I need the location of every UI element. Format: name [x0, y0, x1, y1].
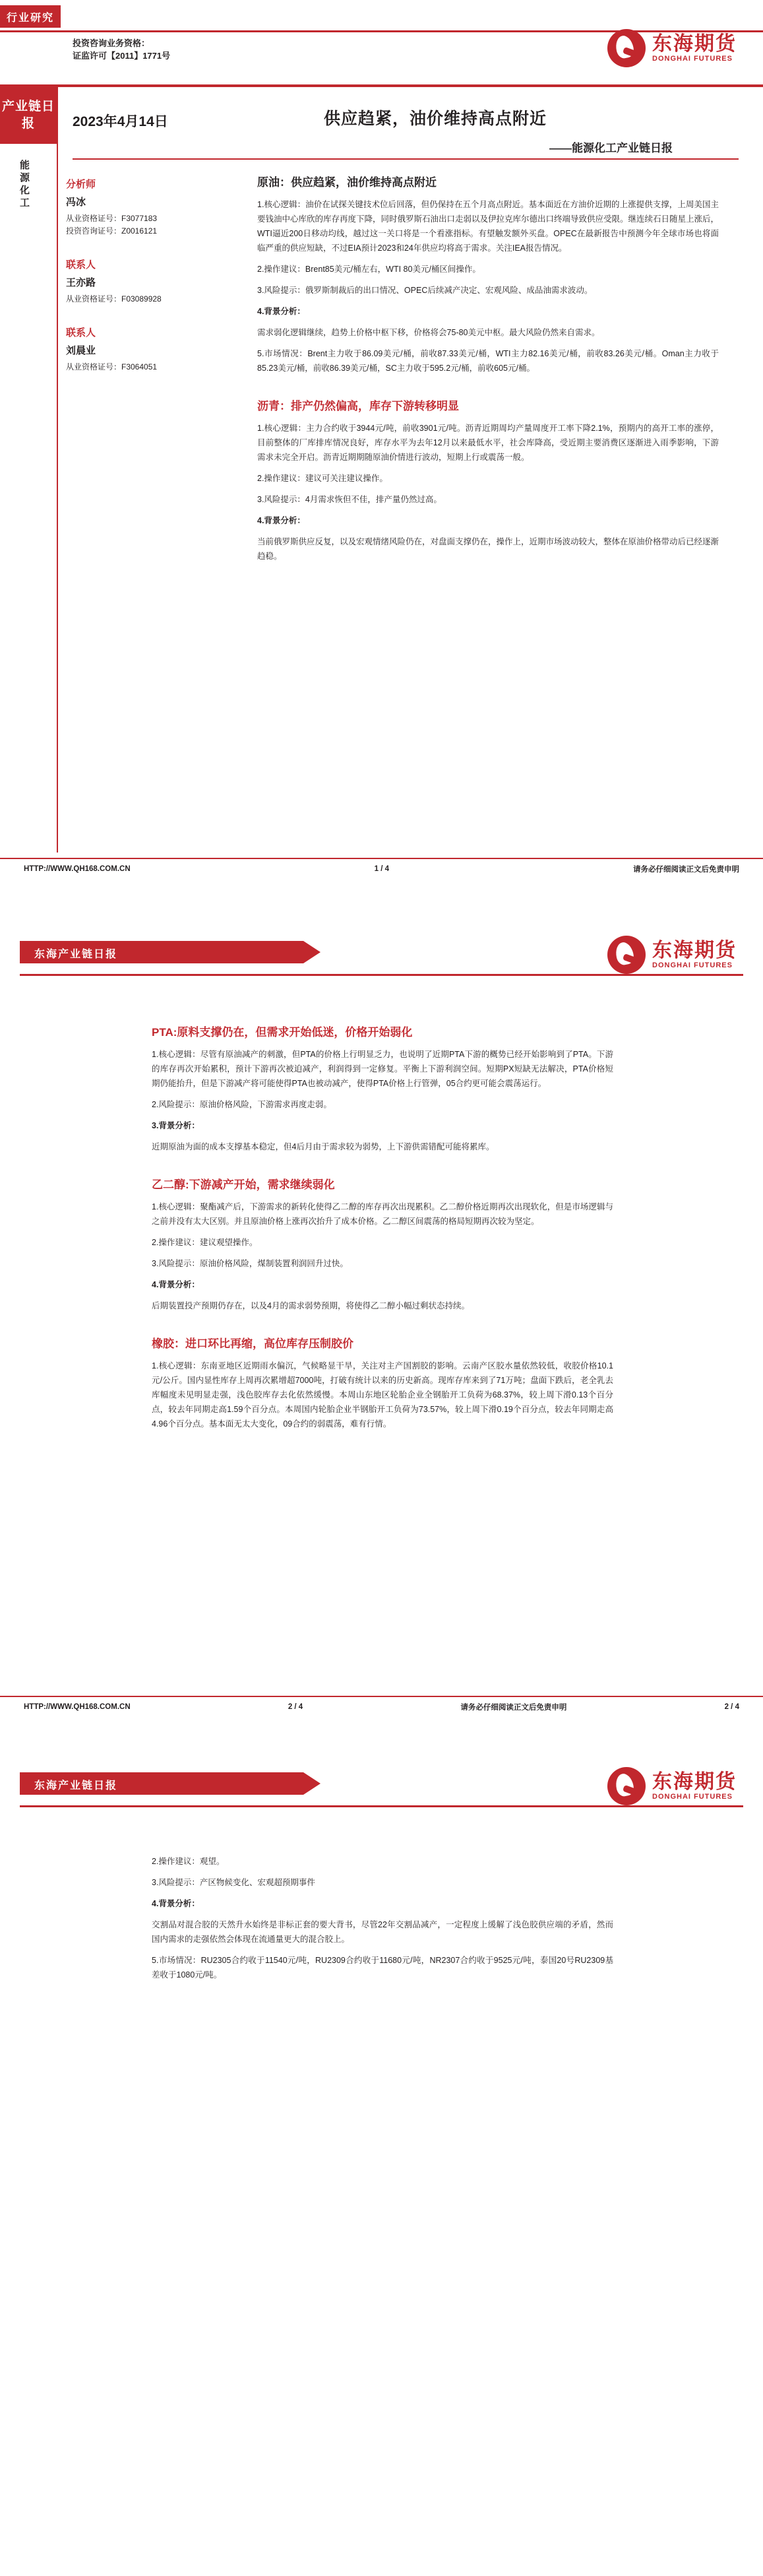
banner-title: 东海产业链日报 — [34, 949, 118, 960]
analyst-block — [66, 325, 198, 373]
footer-disclaimer: 请务必仔细阅读正文后免责申明 — [633, 866, 739, 874]
banner-arrow-icon — [303, 1772, 320, 1795]
paragraph: 4.背景分析： — [152, 1899, 200, 1908]
analyst-role: 联系人 — [66, 259, 96, 271]
page-title: 供应趋紧，油价维持高点附近 — [323, 110, 547, 128]
analyst-list — [66, 177, 198, 393]
brand-logo — [607, 1767, 737, 1805]
rail-tab-label: 产业链日报 — [0, 87, 57, 144]
footer-url[interactable]: HTTP://WWW.QH168.COM.CN — [24, 1703, 131, 1711]
brand-name-cn: 东海期货 — [652, 33, 737, 55]
paragraph: 需求弱化逻辑继续，趋势上价格中枢下移，价格将会75-80美元中枢。最大风险仍然来自需求。 — [257, 328, 600, 337]
banner-bar — [20, 941, 303, 963]
paragraph: 2.风险提示：原油价格风险，下游需求再度走弱。 — [152, 1100, 332, 1109]
brand-name-cn: 东海期货 — [652, 1771, 737, 1793]
paragraph: 1.核心逻辑：东南亚地区近期雨水偏沉，气候略显干旱，关注对主产国割胶的影响。云南产区胶水量依然较低，收胶价格10.1元/公斤。国内显性库存上周再次累增超7000吨，打破有统计以来的历史新高。现库存库来到了71万吨；盘面下跌后，老全乳去库幅度未见明显走强，浅色胶库存去化依然缓慢。本周山东地区轮胎企业全钢胎开工负荷为68.37%，较上周下滑0.13个百分点，较去年同期走高1.59个百分点。本周国内轮胎企业半钢胎开工负荷为73.57%，较上周下滑0.19个百分点，较去年同期走高4.96个百分点。基本面无太大变化，09合约的弱震荡，难有行情。 — [152, 1361, 613, 1429]
page-1 — [0, 0, 763, 924]
brand-name-en: DONGHAI FUTURES — [652, 55, 733, 63]
paragraph: 2.操作建议：Brent85美元/桶左右，WTI 80美元/桶区间操作。 — [257, 265, 481, 274]
page-1-content — [257, 173, 719, 570]
paragraph: 4.背景分析： — [257, 307, 305, 316]
page-2-content — [152, 1023, 613, 1438]
paragraph: 3.风险提示：产区物候变化、宏观超预期事件 — [152, 1878, 315, 1887]
page-3 — [0, 1755, 763, 2576]
qualification-text — [73, 37, 170, 62]
brand-logo — [607, 29, 737, 67]
analyst-name: 冯冰 — [66, 197, 86, 208]
paragraph: 近期原油为面的成本支撑基本稳定，但4后月由于需求较为弱势，上下游供需错配可能将累库。 — [152, 1142, 495, 1151]
section-heading: 原油：供应趋紧，油价维持高点附近 — [257, 176, 437, 189]
footer-page-number: 1 / 4 — [374, 865, 390, 873]
page-header — [0, 0, 763, 98]
paragraph: 1.核心逻辑：主力合约收于3944元/吨，前收3901元/吨。沥青近期周均产量周度开工率下降2.1%，预期内的高开工率的涨停，目前整体的厂库排库情况良好，库存水平为去年12月以来最低水平，社会库降高，受近期主要消费区逐渐进入雨季影响，下游需求未完全开启。沥青近期期随原油价情进行波动，短期上行或震荡一般。 — [257, 424, 719, 462]
paragraph: 2.操作建议：观望。 — [152, 1857, 225, 1866]
section-heading: PTA:原料支撑仍在，但需求开始低迷，价格开始弱化 — [152, 1026, 413, 1039]
analyst-cert: 投资咨询证号：Z0016121 — [66, 226, 158, 236]
section-heading: 橡胶：进口环比再缩，高位库存压制胶价 — [152, 1337, 353, 1350]
page-3-content — [152, 1854, 613, 1989]
banner-title: 东海产业链日报 — [34, 1780, 118, 1791]
report-date: 2023年4月14日 — [73, 114, 168, 129]
header-rule-2 — [0, 84, 763, 87]
page-2 — [0, 924, 763, 1755]
horse-seal-icon — [607, 29, 646, 67]
banner-bar — [20, 1772, 303, 1795]
paragraph: 3.背景分析： — [152, 1121, 200, 1130]
paragraph: 2.操作建议：建议观望操作。 — [152, 1238, 258, 1247]
analyst-block — [66, 257, 198, 306]
paragraph: 当前俄罗斯供应反复，以及宏观情绪风险仍在，对盘面支撑仍在，操作上，近期市场波动较大，整体在原油价格带动后已经逐渐趋稳。 — [257, 537, 719, 561]
analyst-role: 分析师 — [66, 179, 96, 190]
paragraph: 1.核心逻辑：聚酯减产后，下游需求的新转化使得乙二醇的库存再次出现累积。乙二醇价格近期再次出现软化，但是市场逻辑与之前并没有太大区别。并且原油价格上涨再次抬升了成本价格。乙二醇区间震荡的格局短期再次较为坚定。 — [152, 1202, 613, 1226]
research-tab: 行业研究 — [0, 5, 61, 28]
title-divider — [73, 158, 739, 160]
brand-name-en: DONGHAI FUTURES — [652, 961, 733, 969]
horse-seal-icon — [607, 1767, 646, 1805]
paragraph: 3.风险提示：4月需求恢但不佳，排产量仍然过高。 — [257, 495, 442, 504]
paragraph: 3.风险提示：原油价格风险，煤制装置利润回升过快。 — [152, 1259, 348, 1268]
page-subtitle: ——能源化工产业链日报 — [549, 142, 673, 154]
paragraph: 后期装置投产预期仍存在，以及4月的需求弱势预期，将使得乙二醇小幅过剩状态持续。 — [152, 1301, 470, 1310]
analyst-cert: 从业资格证号：F3077183 — [66, 214, 158, 223]
qualification-line-1: 投资咨询业务资格： — [73, 38, 150, 48]
horse-seal-icon — [607, 936, 646, 974]
analyst-name: 王亦路 — [66, 277, 96, 288]
page-1-footer — [0, 858, 763, 874]
analyst-cert: 从业资格证号：F3064051 — [66, 362, 158, 371]
footer-url[interactable]: HTTP://WWW.QH168.COM.CN — [24, 865, 131, 873]
analyst-block — [66, 177, 198, 238]
footer-disclaimer: 请务必仔细阅读正文后免责申明 — [460, 1704, 567, 1712]
paragraph: 4.背景分析： — [152, 1280, 200, 1289]
paragraph: 5.市场情况：RU2305合约收于11540元/吨，RU2309合约收于11680元/吨，NR2307合约收于9525元/吨，泰国20号RU2309基差收于1080元/吨。 — [152, 1956, 613, 1980]
paragraph: 1.核心逻辑：油价在试探关键技术位后回落，但仍保持在五个月高点附近。基本面近在方油价近期的上涨提供支撑，上周美国主要钱油中心库欣的库存再度下降，同时俄罗斯石油出口走弱以及伊拉克库尔德出口终端导致供应受限。继连续石日随星上涨后，WTI逼近200日移动均线，越过这一关口将是一个看涨指标。有望触发额外买盘。OPEC在最新报告中预测今年全球市场也将面临严重的供应短缺，不过EIA预计2023和24年供应均将高于需求。关注IEA报告情况。 — [257, 200, 719, 253]
banner-divider — [20, 1805, 743, 1807]
paragraph: 2.操作建议：建议可关注建议操作。 — [257, 474, 388, 483]
banner-divider — [20, 974, 743, 976]
paragraph: 5.市场情况：Brent主力收于86.09美元/桶，前收87.33美元/桶，WTI主力82.16美元/桶，前收83.26美元/桶。Oman主力收于85.23美元/桶，前收86.39美元/桶，SC主力收于595.2元/桶，前收605元/桶。 — [257, 349, 719, 373]
rail-divider — [57, 87, 58, 853]
rail-vertical-label: 能源化工 — [18, 160, 30, 210]
page-2-footer — [0, 1696, 763, 1712]
section-heading: 乙二醇:下游减产开始，需求继续弱化 — [152, 1178, 335, 1191]
page-2-banner — [0, 924, 763, 1002]
paragraph: 1.核心逻辑：尽管有原油减产的刺激，但PTA的价格上行明显乏力，也说明了近期PTA下游的概势已经开始影响到了PTA。下游的库存再次开始累积，预计下游再次被迫减产，利润得到一定修复。平衡上下游利润空间。短期PX短缺无法解决，PTA价格短期仍能抬升，但是下游减产将可能使得PTA也被动减产，使得PTA价格上行管弹，05合约更可能会震荡运行。 — [152, 1050, 613, 1088]
qualification-line-2: 证监许可【2011】1771号 — [73, 51, 171, 61]
footer-page-number-right: 2 / 4 — [724, 1703, 739, 1711]
analyst-role: 联系人 — [66, 327, 96, 338]
brand-name-cn: 东海期货 — [652, 940, 737, 961]
analyst-cert: 从业资格证号：F03089928 — [66, 294, 162, 304]
paragraph: 4.背景分析： — [257, 516, 305, 525]
section-heading: 沥青：排产仍然偏高，库存下游转移明显 — [257, 400, 459, 412]
left-rail — [0, 87, 57, 853]
paragraph: 交割品对混合胶的天然升水始终是非标正套的要大背书，尽管22年交割品减产，一定程度上缓解了浅色胶供应端的矛盾，然而国内需求的走强依然会体现在流通量更大的混合胶上。 — [152, 1920, 613, 1944]
paragraph: 3.风险提示：俄罗斯制裁后的出口情况、OPEC后续减产决定、宏观风险、成品油需求波动。 — [257, 286, 593, 295]
footer-page-number: 2 / 4 — [288, 1703, 303, 1711]
analyst-name: 刘晨业 — [66, 345, 96, 356]
brand-name-en: DONGHAI FUTURES — [652, 1793, 733, 1801]
page-3-banner — [0, 1755, 763, 1833]
brand-logo — [607, 936, 737, 974]
banner-arrow-icon — [303, 941, 320, 963]
